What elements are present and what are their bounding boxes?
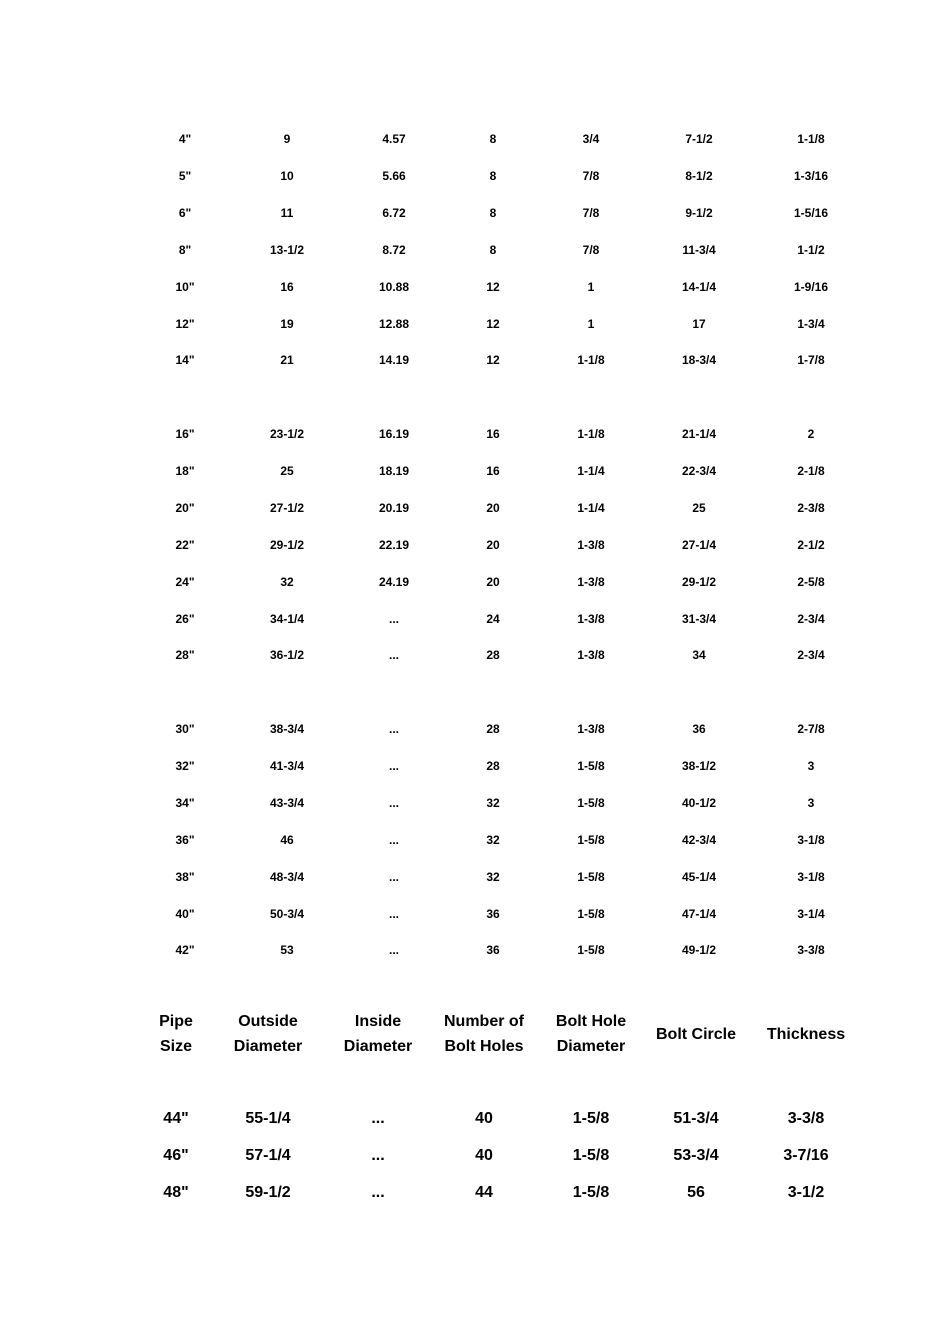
inside-diameter-cell: ... (371, 1147, 385, 1164)
column-header-thickness: Thickness (766, 1025, 846, 1043)
pipe-size-cell: 14" (175, 353, 195, 368)
table-header (0, 1008, 950, 1060)
bolt-circle-cell: 49-1/2 (681, 943, 717, 958)
bolt-hole-diameter-cell: 1-5/8 (577, 795, 605, 810)
column-header-number-of-bolt-holes: Number of Bolt Holes (444, 1013, 524, 1055)
bolt-circle-cell: 25 (692, 500, 706, 515)
pipe-size-cell: 44" (163, 1110, 189, 1127)
number-of-bolt-holes-cell: 32 (486, 869, 500, 884)
pipe-size-cell: 16" (175, 427, 195, 441)
thickness-cell: 3-1/2 (787, 1184, 825, 1201)
table-row (0, 719, 950, 739)
number-of-bolt-holes-cell: 32 (486, 832, 500, 847)
bolt-hole-diameter-cell: 1 (587, 279, 595, 294)
bolt-hole-diameter-cell: 1-1/4 (577, 463, 605, 478)
bolt-hole-diameter-cell: 7/8 (582, 242, 600, 257)
pipe-size-cell: 22" (175, 537, 195, 552)
bolt-hole-diameter-cell: 7/8 (582, 168, 600, 183)
thickness-cell: 2-7/8 (797, 722, 825, 736)
thickness-cell: 3 (807, 758, 815, 773)
pipe-size-cell: 36" (175, 832, 195, 847)
number-of-bolt-holes-cell: 24 (486, 611, 500, 626)
bolt-hole-diameter-cell: 7/8 (582, 205, 600, 220)
number-of-bolt-holes-cell: 12 (486, 279, 500, 294)
bolt-circle-cell: 8-1/2 (685, 168, 713, 183)
number-of-bolt-holes-cell: 36 (486, 943, 500, 958)
table-row (0, 1109, 950, 1129)
bolt-hole-diameter-cell: 1-3/8 (577, 648, 605, 663)
thickness-cell: 1-1/8 (797, 132, 825, 146)
inside-diameter-cell: 14.19 (378, 353, 410, 368)
bolt-hole-diameter-cell: 1-3/8 (577, 574, 605, 589)
bolt-circle-cell: 31-3/4 (681, 611, 717, 626)
table-row (0, 1183, 950, 1203)
bolt-hole-diameter-cell: 1-1/8 (577, 353, 605, 368)
outside-diameter-cell: 50-3/4 (269, 906, 305, 921)
pipe-size-cell: 26" (175, 611, 195, 626)
outside-diameter-cell: 11 (280, 205, 294, 220)
outside-diameter-cell: 10 (280, 168, 294, 183)
pipe-size-cell: 32" (175, 758, 195, 773)
bolt-circle-cell: 53-3/4 (673, 1147, 719, 1164)
table-row (0, 498, 950, 518)
pipe-size-cell: 6" (178, 205, 192, 220)
outside-diameter-cell: 36-1/2 (269, 648, 305, 663)
pipe-size-cell: 18" (175, 463, 195, 478)
outside-diameter-cell: 19 (280, 316, 294, 331)
pipe-size-cell: 48" (163, 1184, 189, 1201)
inside-diameter-cell: ... (371, 1184, 385, 1201)
bolt-hole-diameter-cell: 1-3/8 (577, 611, 605, 626)
bolt-circle-cell: 21-1/4 (681, 427, 717, 441)
bolt-hole-diameter-cell: 1-1/4 (577, 500, 605, 515)
bolt-hole-diameter-cell: 1-3/8 (577, 537, 605, 552)
outside-diameter-cell: 41-3/4 (269, 758, 305, 773)
outside-diameter-cell: 16 (280, 279, 294, 294)
outside-diameter-cell: 55-1/4 (245, 1110, 291, 1127)
thickness-cell: 3-7/16 (783, 1147, 829, 1164)
thickness-cell: 2-1/8 (797, 463, 825, 478)
number-of-bolt-holes-cell: 8 (489, 205, 497, 220)
pipe-size-cell: 8" (178, 242, 192, 257)
outside-diameter-cell: 53 (280, 943, 294, 958)
inside-diameter-cell: ... (388, 648, 400, 663)
number-of-bolt-holes-cell: 40 (475, 1147, 493, 1164)
number-of-bolt-holes-cell: 8 (489, 168, 497, 183)
bolt-circle-cell: 40-1/2 (681, 795, 717, 810)
pipe-size-cell: 28" (175, 648, 195, 663)
bolt-hole-diameter-cell: 3/4 (582, 132, 600, 146)
bolt-circle-cell: 9-1/2 (685, 205, 713, 220)
outside-diameter-cell: 57-1/4 (245, 1147, 291, 1164)
inside-diameter-cell: 20.19 (378, 500, 410, 515)
bolt-circle-cell: 45-1/4 (681, 869, 717, 884)
pipe-size-cell: 34" (175, 795, 195, 810)
thickness-cell: 2-3/4 (797, 648, 825, 663)
thickness-cell: 3 (807, 795, 815, 810)
thickness-cell: 2 (807, 427, 815, 441)
thickness-cell: 2-1/2 (797, 537, 825, 552)
inside-diameter-cell: 12.88 (378, 316, 410, 331)
pipe-size-cell: 24" (175, 574, 195, 589)
number-of-bolt-holes-cell: 20 (486, 500, 500, 515)
table-row (0, 1146, 950, 1166)
column-header-bolt-circle: Bolt Circle (655, 1025, 737, 1043)
inside-diameter-cell: 24.19 (378, 574, 410, 589)
inside-diameter-cell: ... (388, 722, 400, 736)
table-row (0, 572, 950, 592)
inside-diameter-cell: 5.66 (382, 168, 406, 183)
pipe-size-cell: 38" (175, 869, 195, 884)
bolt-circle-cell: 51-3/4 (673, 1110, 719, 1127)
table-row (0, 793, 950, 813)
thickness-cell: 3-3/8 (787, 1110, 825, 1127)
table-row (0, 830, 950, 850)
thickness-cell: 3-1/8 (797, 832, 825, 847)
pipe-size-cell: 4" (178, 132, 192, 146)
bolt-circle-cell: 7-1/2 (685, 132, 713, 146)
inside-diameter-cell: 10.88 (378, 279, 410, 294)
bolt-circle-cell: 29-1/2 (681, 574, 717, 589)
pipe-size-cell: 40" (175, 906, 195, 921)
outside-diameter-cell: 29-1/2 (269, 537, 305, 552)
bolt-circle-cell: 11-3/4 (682, 242, 716, 257)
thickness-cell: 1-3/4 (797, 316, 825, 331)
inside-diameter-cell: 4.57 (382, 132, 406, 146)
table-row (0, 461, 950, 481)
inside-diameter-cell: ... (388, 906, 400, 921)
pipe-size-cell: 42" (175, 943, 195, 958)
table-row (0, 166, 950, 186)
number-of-bolt-holes-cell: 16 (486, 463, 500, 478)
inside-diameter-cell: ... (388, 943, 400, 958)
bolt-circle-cell: 22-3/4 (681, 463, 717, 478)
number-of-bolt-holes-cell: 8 (489, 132, 497, 146)
number-of-bolt-holes-cell: 32 (486, 795, 500, 810)
pipe-size-cell: 10" (175, 279, 195, 294)
number-of-bolt-holes-cell: 20 (486, 574, 500, 589)
table-row (0, 203, 950, 223)
bolt-hole-diameter-cell: 1 (587, 316, 595, 331)
table-row (0, 129, 950, 149)
number-of-bolt-holes-cell: 20 (486, 537, 500, 552)
thickness-cell: 1-5/16 (793, 205, 829, 220)
thickness-cell: 1-3/16 (793, 168, 829, 183)
bolt-hole-diameter-cell: 1-5/8 (572, 1184, 610, 1201)
number-of-bolt-holes-cell: 40 (475, 1110, 493, 1127)
table-row (0, 535, 950, 555)
pipe-size-cell: 46" (163, 1147, 189, 1164)
inside-diameter-cell: ... (388, 832, 400, 847)
outside-diameter-cell: 32 (280, 574, 294, 589)
inside-diameter-cell: ... (388, 869, 400, 884)
bolt-hole-diameter-cell: 1-5/8 (577, 869, 605, 884)
outside-diameter-cell: 25 (280, 463, 294, 478)
bolt-circle-cell: 18-3/4 (681, 353, 717, 368)
bolt-hole-diameter-cell: 1-3/8 (577, 722, 605, 736)
inside-diameter-cell: 22.19 (378, 537, 410, 552)
column-header-pipe-size: Pipe Size (159, 1013, 193, 1055)
number-of-bolt-holes-cell: 12 (486, 353, 500, 368)
number-of-bolt-holes-cell: 28 (486, 758, 500, 773)
bolt-circle-cell: 56 (687, 1184, 705, 1201)
thickness-cell: 3-1/4 (797, 906, 825, 921)
inside-diameter-cell: ... (388, 795, 400, 810)
bolt-hole-diameter-cell: 1-5/8 (577, 832, 605, 847)
bolt-circle-cell: 27-1/4 (681, 537, 717, 552)
bolt-hole-diameter-cell: 1-1/8 (577, 427, 605, 441)
number-of-bolt-holes-cell: 36 (486, 906, 500, 921)
table-row (0, 756, 950, 776)
bolt-circle-cell: 36 (692, 722, 706, 736)
pipe-size-cell: 30" (175, 722, 195, 736)
column-header-bolt-hole-diameter: Bolt Hole Diameter (555, 1013, 627, 1055)
table-row (0, 314, 950, 334)
bolt-hole-diameter-cell: 1-5/8 (572, 1147, 610, 1164)
inside-diameter-cell: ... (371, 1110, 385, 1127)
outside-diameter-cell: 38-3/4 (269, 722, 305, 736)
inside-diameter-cell: 6.72 (382, 205, 406, 220)
outside-diameter-cell: 9 (283, 132, 291, 146)
bolt-circle-cell: 47-1/4 (681, 906, 717, 921)
outside-diameter-cell: 27-1/2 (269, 500, 305, 515)
outside-diameter-cell: 13-1/2 (269, 242, 305, 257)
thickness-cell: 1-1/2 (797, 242, 825, 257)
thickness-cell: 1-7/8 (797, 353, 825, 368)
inside-diameter-cell: ... (388, 758, 400, 773)
table-row (0, 867, 950, 887)
column-header-inside-diameter: Inside Diameter (343, 1013, 413, 1055)
table-row (0, 277, 950, 297)
pipe-size-cell: 5" (178, 168, 192, 183)
bolt-circle-cell: 14-1/4 (681, 279, 717, 294)
outside-diameter-cell: 48-3/4 (269, 869, 305, 884)
number-of-bolt-holes-cell: 8 (489, 242, 497, 257)
table-row (0, 645, 950, 665)
bolt-hole-diameter-cell: 1-5/8 (577, 943, 605, 958)
thickness-cell: 2-5/8 (797, 574, 825, 589)
pipe-size-cell: 12" (175, 316, 195, 331)
bolt-circle-cell: 17 (692, 316, 706, 331)
outside-diameter-cell: 46 (280, 832, 294, 847)
bolt-hole-diameter-cell: 1-5/8 (572, 1110, 610, 1127)
inside-diameter-cell: 16.19 (378, 427, 410, 441)
outside-diameter-cell: 34-1/4 (269, 611, 305, 626)
number-of-bolt-holes-cell: 16 (486, 427, 500, 441)
inside-diameter-cell: 8.72 (382, 242, 406, 257)
table-row (0, 240, 950, 260)
bolt-circle-cell: 42-3/4 (681, 832, 717, 847)
table-row (0, 940, 950, 960)
thickness-cell: 2-3/4 (797, 611, 825, 626)
table-row (0, 424, 950, 444)
thickness-cell: 3-1/8 (797, 869, 825, 884)
column-header-outside-diameter: Outside Diameter (233, 1013, 303, 1055)
bolt-hole-diameter-cell: 1-5/8 (577, 906, 605, 921)
outside-diameter-cell: 43-3/4 (269, 795, 305, 810)
bolt-hole-diameter-cell: 1-5/8 (577, 758, 605, 773)
inside-diameter-cell: 18.19 (378, 463, 410, 478)
bolt-circle-cell: 34 (692, 648, 706, 663)
table-row (0, 350, 950, 370)
pipe-size-cell: 20" (175, 500, 195, 515)
inside-diameter-cell: ... (388, 611, 400, 626)
number-of-bolt-holes-cell: 12 (486, 316, 500, 331)
thickness-cell: 1-9/16 (793, 279, 829, 294)
outside-diameter-cell: 21 (280, 353, 294, 368)
number-of-bolt-holes-cell: 44 (475, 1184, 493, 1201)
table-row (0, 609, 950, 629)
thickness-cell: 2-3/8 (797, 500, 825, 515)
thickness-cell: 3-3/8 (797, 943, 825, 958)
table-row (0, 904, 950, 924)
number-of-bolt-holes-cell: 28 (486, 648, 500, 663)
outside-diameter-cell: 23-1/2 (269, 427, 305, 441)
number-of-bolt-holes-cell: 28 (486, 722, 500, 736)
bolt-circle-cell: 38-1/2 (681, 758, 717, 773)
outside-diameter-cell: 59-1/2 (245, 1184, 291, 1201)
